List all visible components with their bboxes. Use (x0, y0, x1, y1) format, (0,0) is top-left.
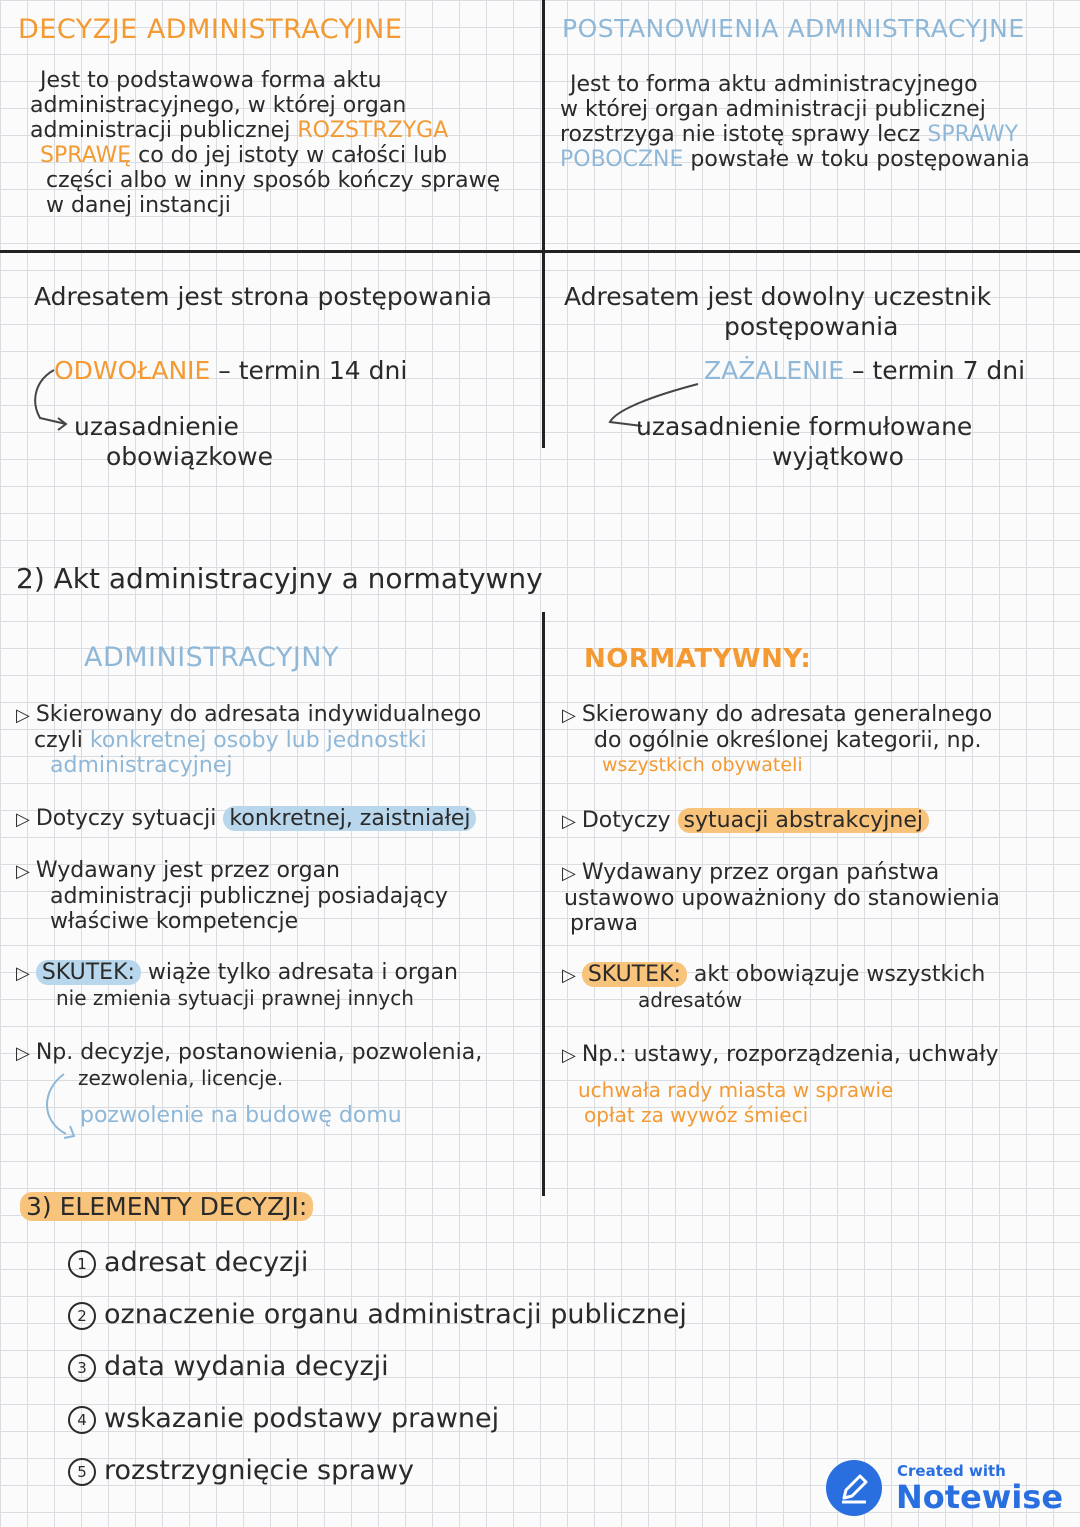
decisions-title: DECYZJE ADMINISTRACYJNE (18, 14, 403, 45)
section3-heading: 3) ELEMENTY DECYZJI: (20, 1192, 313, 1221)
complaint-line: ZAŻALENIE – termin 7 dni (704, 356, 1026, 385)
decision-addressee: Adresatem jest strona postępowania (34, 282, 492, 311)
section2-heading: 2) Akt administracyjny a normatywny (16, 562, 543, 595)
complaint-label: ZAŻALENIE (704, 356, 845, 385)
resolutions-title: POSTANOWIENIA ADMINISTRACYJNE (562, 14, 1025, 43)
section2-vertical-divider (542, 612, 545, 1196)
appeal-label: ODWOŁANIE (54, 356, 211, 385)
admin-bullet-effect: ▷ SKUTEK: wiąże tylko adresata i organ nie zmienia sytuacji prawnej innych (16, 960, 458, 1010)
normative-bullet-addressee: ▷ Skierowany do adresata generalnego do ogólnie określonej kategorii, np. wszystkich obywateli (562, 702, 993, 776)
appeal-line: ODWOŁANIE – termin 14 dni (54, 356, 408, 385)
normative-bullet-effect: ▷ SKUTEK: akt obowiązuje wszystkich adresatów (562, 962, 986, 1012)
normative-bullet-examples: ▷ Np.: ustawy, rozporządzenia, uchwały uchwała rady miasta w sprawie opłat za wywóz śmieci (562, 1042, 999, 1127)
decision-element-4: 4 wskazanie podstawy prawnej (68, 1402, 499, 1436)
decision-element-1: 1 adresat decyzji (68, 1246, 308, 1280)
notewise-logo-icon (826, 1460, 882, 1516)
admin-bullet-issuer: ▷ Wydawany jest przez organ administracji publicznej posiadający właściwe kompetencje (16, 858, 448, 934)
resolution-justification: uzasadnienie formułowane wyjątkowo (636, 412, 973, 471)
admin-bullet-addressee: ▷ Skierowany do adresata indywidualnego czyli konkretnej osoby lub jednostki administracyjnej (16, 702, 482, 778)
logo-wordmark: Notewise (896, 1478, 1064, 1516)
arrow-curve-icon (26, 366, 76, 432)
top-horizontal-divider (0, 250, 1080, 253)
top-vertical-divider (542, 0, 545, 252)
decision-element-3: 3 data wydania decyzji (68, 1350, 389, 1384)
decision-element-5: 5 rozstrzygnięcie sprawy (68, 1454, 414, 1488)
normative-bullet-issuer: ▷ Wydawany przez organ państwa ustawowo upoważniony do stanowienia prawa (562, 860, 1000, 936)
middle-vertical-divider (542, 252, 545, 448)
normative-bullet-situation: ▷ Dotyczy sytuacji abstrakcyjnej (562, 808, 1077, 834)
normative-title: NORMATYWNY: (584, 644, 812, 674)
arrow-curve-icon-3 (36, 1070, 86, 1150)
admin-bullet-situation: ▷ Dotyczy sytuacji konkretnej, zaistniałej (16, 806, 541, 832)
logo-caption: Created with (897, 1462, 1006, 1480)
admin-bullet-examples: ▷ Np. decyzje, postanowienia, pozwolenia, zezwolenia, licencje. pozwolenie na budowę domu (16, 1040, 483, 1128)
resolutions-definition: Jest to forma aktu administracyjnego w której organ administracji publicznej rozstrzyga nie istotę sprawy lecz SPRAWY POBOCZNE powstałe w toku postępowania (560, 72, 1030, 172)
resolution-addressee: Adresatem jest dowolny uczestnik postępowania (564, 282, 992, 341)
decision-element-2: 2 oznaczenie organu administracji publicznej (68, 1298, 687, 1332)
decisions-definition: Jest to podstawowa forma aktu administracyjnego, w której organ administracji publicznej ROZSTRZYGA SPRAWĘ co do jej istoty w całości lub części albo w inny sposób kończy sprawę w danej instancji (30, 68, 501, 218)
decision-justification: uzasadnienie obowiązkowe (74, 412, 274, 471)
administrative-title: ADMINISTRACYJNY (84, 642, 339, 673)
